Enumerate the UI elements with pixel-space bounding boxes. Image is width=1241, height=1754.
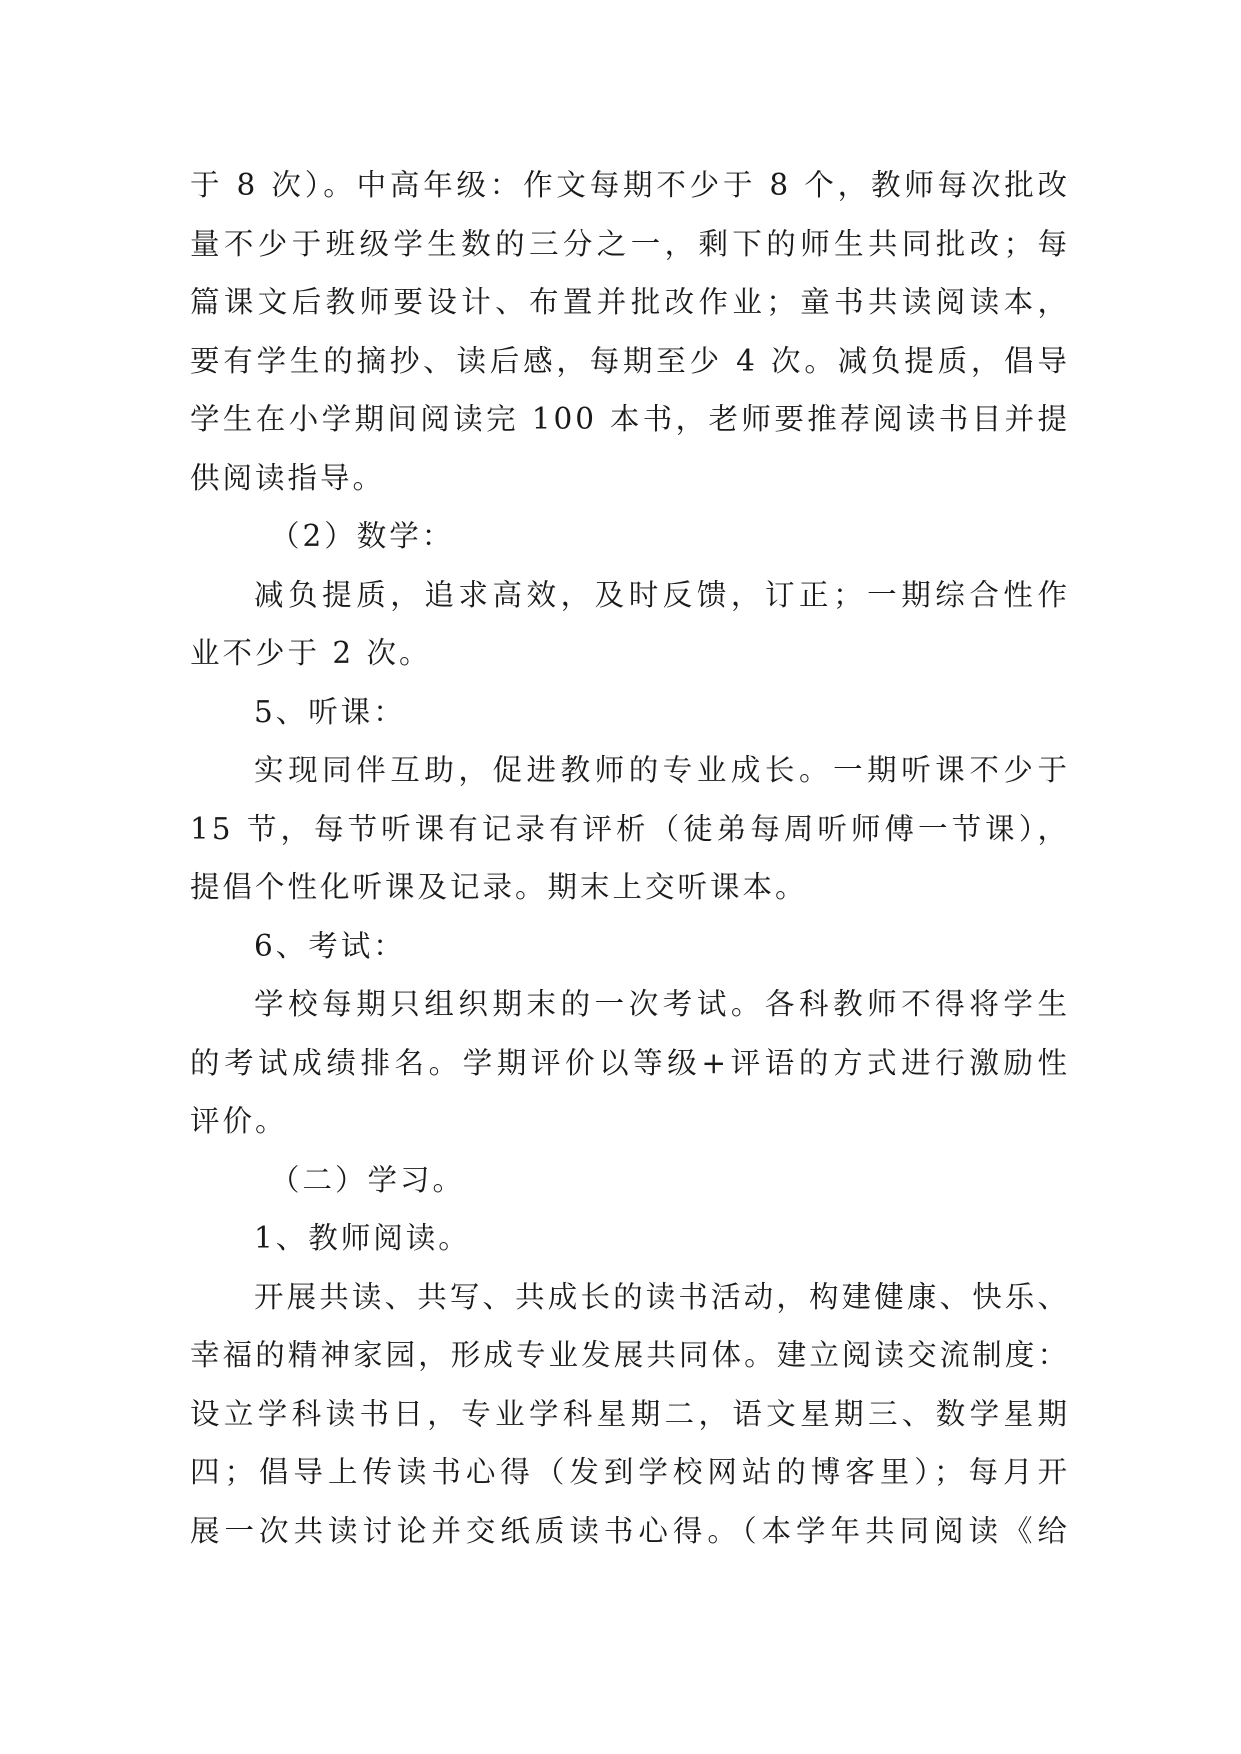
section-heading-teacher-reading: 1、教师阅读。 xyxy=(254,1221,471,1255)
document-body xyxy=(190,156,1070,1560)
text-line: 学校每期只组织期末的一次考试。各科教师不得将学生 xyxy=(254,987,1070,1021)
text-line: 减负提质，追求高效，及时反馈，订正；一期综合性作 xyxy=(254,577,1070,612)
text-line: 15 节，每节听课有记录有评析（徒弟每周听师傅一节课）， xyxy=(190,811,1070,846)
text-line: 幸福的精神家园，形成专业发展共同体。建立阅读交流制度： xyxy=(190,1338,1070,1372)
text-line: 设立学科读书日，专业学科星期二，语文星期三、数学星期 xyxy=(190,1396,1070,1431)
text-line: 的考试成绩排名。学期评价以等级+评语的方式进行激励性 xyxy=(190,1045,1070,1080)
text-line: 于 8 次）。中高年级：作文每期不少于 8 个，教师每次批改 xyxy=(190,168,1070,202)
text-line: 四；倡导上传读书心得（发到学校网站的博客里）；每月开 xyxy=(190,1455,1070,1489)
text-line: 篇课文后教师要设计、布置并批改作业；童书共读阅读本， xyxy=(190,285,1070,319)
section-heading-study: （二）学习。 xyxy=(270,1162,466,1197)
section-heading-exam: 6、考试： xyxy=(254,928,406,963)
text-line: 量不少于班级学生数的三分之一，剩下的师生共同批改；每 xyxy=(190,226,1070,261)
text-line: 评价。 xyxy=(190,1104,288,1138)
text-line: 实现同伴互助，促进教师的专业成长。一期听课不少于 xyxy=(254,753,1070,787)
text-line: 供阅读指导。 xyxy=(190,460,386,495)
text-line: 业不少于 2 次。 xyxy=(190,636,432,670)
text-line: 开展共读、共写、共成长的读书活动，构建健康、快乐、 xyxy=(254,1279,1070,1314)
section-heading-listening: 5、听课： xyxy=(254,694,406,729)
text-line: 提倡个性化听课及记录。期末上交听课本。 xyxy=(190,870,808,904)
text-line: 学生在小学期间阅读完 100 本书，老师要推荐阅读书目并提 xyxy=(190,402,1070,436)
text-line: 要有学生的摘抄、读后感，每期至少 4 次。减负提质，倡导 xyxy=(190,343,1070,378)
section-heading-math: （2）数学： xyxy=(270,519,455,553)
text-line: 展一次共读讨论并交纸质读书心得。（本学年共同阅读《给 xyxy=(190,1513,1070,1548)
